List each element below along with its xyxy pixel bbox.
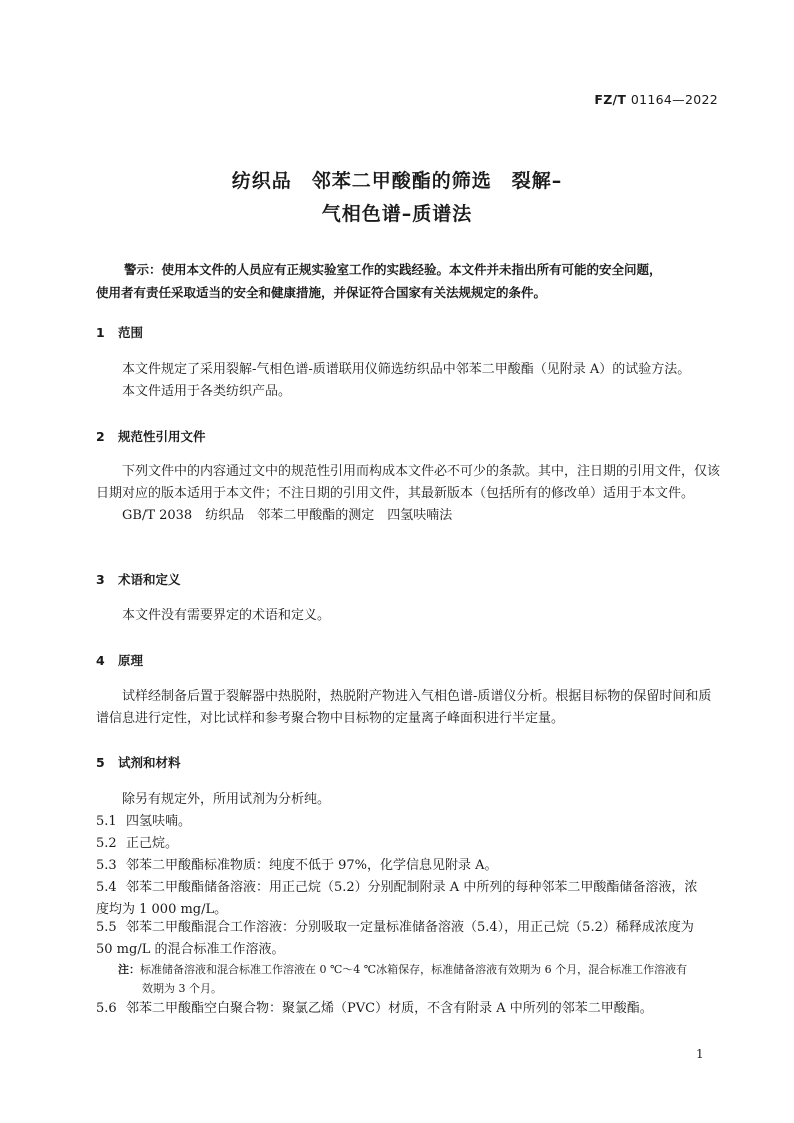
document-title-line2: 气相色谱–质谱法 <box>321 203 473 225</box>
paragraph: 试样经制备后置于裂解器中热脱附，热脱附产物进入气相色谱-质谱仪分析。根据目标物的保留时间和质谱信息进行定性，对比试样和参考聚合物中目标物的定量离子峰面积进行半定量。 <box>96 689 712 726</box>
clause-5-3: 5.3 邻苯二甲酸酯标准物质：纯度不低于 97%，化学信息见附录 A。 <box>96 858 498 873</box>
section-4-body <box>96 686 720 730</box>
clause-5-2: 5.2 正己烷。 <box>96 836 179 851</box>
paragraph: 本文件适用于各类纺织产品。 <box>122 384 292 399</box>
warning-line2: 使用者有责任采取适当的安全和健康措施，并保证符合国家有关法规规定的条件。 <box>96 285 547 300</box>
standard-prefix: FZ/T <box>594 92 627 107</box>
paragraph: 下列文件中的内容通过文中的规范性引用而构成本文件必不可少的条款。其中，注日期的引用文件，仅该日期对应的版本适用于本文件；不注日期的引用文件，其最新版本（包括所有的修改单）适用于本文件。 <box>96 464 721 501</box>
warning-line1: 警示：使用本文件的人员应有正规实验室工作的实践经验。本文件并未指出所有可能的安全问题， <box>124 262 662 277</box>
section-heading-1: 1 范围 <box>96 325 144 340</box>
section-5-intro <box>96 789 720 811</box>
section-1-body <box>96 359 720 403</box>
clause-5-4: 5.4 邻苯二甲酸酯储备溶液：用正己烷（5.2）分别配制附录 A 中所列的每种邻苯二甲酸酯储备溶液，浓 度均为 1 000 mg/L。 <box>96 880 698 917</box>
safety-warning <box>96 258 720 304</box>
section-heading-5: 5 试剂和材料 <box>96 755 181 770</box>
normative-reference: GB/T 2038 纺织品 邻苯二甲酸酯的测定 四氢呋喃法 <box>122 508 453 523</box>
paragraph: 本文件规定了采用裂解-气相色谱-质谱联用仪筛选纺织品中邻苯二甲酸酯（见附录 A）的试验方法。 <box>122 362 691 377</box>
section-heading-4: 4 原理 <box>96 653 144 668</box>
paragraph: 本文件没有需要界定的术语和定义。 <box>122 608 331 623</box>
standard-code <box>594 92 718 107</box>
clause-5-1: 5.1 四氢呋喃。 <box>96 814 192 829</box>
standard-number: 01164—2022 <box>630 92 718 107</box>
clause-5-6: 5.6 邻苯二甲酸酯空白聚合物：聚氯乙烯（PVC）材质，不含有附录 A 中所列的邻苯二甲酸酯。 <box>96 1001 653 1016</box>
section-3-body <box>96 605 720 627</box>
clause-5-5: 5.5 邻苯二甲酸酯混合工作溶液：分别吸取一定量标准储备溶液（5.4），用正己烷（5.2）稀释成浓度为 50 mg/L 的混合标准工作溶液。 <box>96 920 694 957</box>
clause-note: 注：标准储备溶液和混合标准工作溶液在 0 ℃～4 ℃冰箱保存，标准储备溶液有效期为 6 个月，混合标准工作溶液有 效期为 3 个月。 <box>118 963 688 995</box>
section-2-body <box>96 461 720 527</box>
section-heading-2: 2 规范性引用文件 <box>96 429 206 444</box>
paragraph: 除另有规定外，所用试剂为分析纯。 <box>122 792 331 807</box>
page-number: 1 <box>696 1047 704 1061</box>
section-heading-3: 3 术语和定义 <box>96 572 181 587</box>
document-title-line1: 纺织品 邻苯二甲酸酯的筛选 裂解– <box>231 170 563 192</box>
